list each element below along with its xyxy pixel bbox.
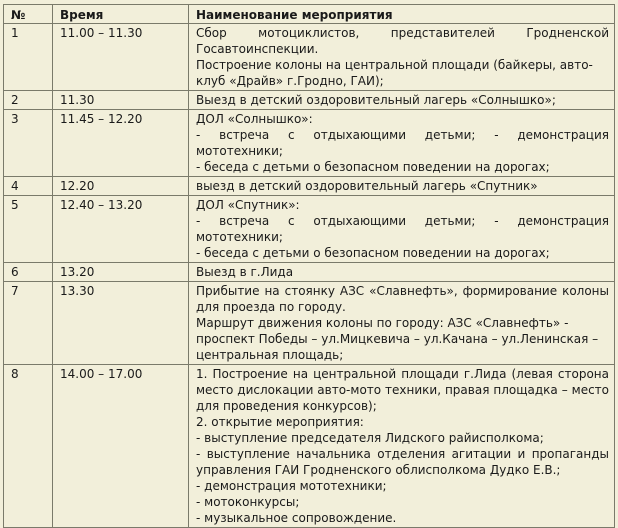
description-line: - мотоконкурсы;	[196, 495, 300, 509]
description-line: Построение колоны на центральной площади (байкеры, авто-клуб «Драйв» г.Гродно, ГАИ);	[196, 58, 593, 88]
row-event-description	[189, 24, 615, 91]
description-line: - демонстрация мототехники;	[196, 479, 387, 493]
table-row	[4, 282, 615, 365]
row-time: 14.00 – 17.00	[53, 365, 189, 528]
header-event-name: Наименование мероприятия	[189, 5, 615, 24]
row-event-description	[189, 282, 615, 365]
row-event-description	[189, 196, 615, 263]
row-time: 11.45 – 12.20	[53, 110, 189, 177]
table-header-row	[4, 5, 615, 24]
row-time: 13.20	[53, 263, 189, 282]
description-line: ДОЛ «Солнышко»:	[196, 112, 313, 126]
row-number: 6	[4, 263, 53, 282]
description-line: - встреча с отдыхающими детьми; - демонстрация мототехники;	[196, 214, 609, 244]
description-line: - выступление председателя Лидского райисполкома;	[196, 431, 544, 445]
row-number: 7	[4, 282, 53, 365]
row-number: 2	[4, 91, 53, 110]
description-line: 1. Построение на центральной площади г.Лида (левая сторона место дислокации авто-мото техники, правая площадка – место для проведения конкурсов);	[196, 367, 609, 413]
table-row	[4, 110, 615, 177]
table-row	[4, 91, 615, 110]
row-number: 3	[4, 110, 53, 177]
table-row	[4, 24, 615, 91]
row-event-description	[189, 110, 615, 177]
description-line: Выезд в г.Лида	[196, 265, 294, 279]
row-number: 1	[4, 24, 53, 91]
description-line: выезд в детский оздоровительный лагерь «Спутник»	[196, 179, 538, 193]
description-line: - беседа с детьми о безопасном поведении на дорогах;	[196, 160, 550, 174]
row-number: 8	[4, 365, 53, 528]
header-number: №	[4, 5, 53, 24]
description-line: Прибытие на стоянку АЗС «Славнефть», формирование колоны для проезда по городу.	[196, 284, 609, 314]
row-event-description	[189, 91, 615, 110]
description-line: - выступление начальника отделения агитации и пропаганды управления ГАИ Гродненского облисполкома Дудко Е.В.;	[196, 447, 609, 477]
row-time: 12.20	[53, 177, 189, 196]
description-line: 2. открытие мероприятия:	[196, 415, 364, 429]
row-time: 11.00 – 11.30	[53, 24, 189, 91]
row-event-description	[189, 365, 615, 528]
schedule-table-container	[3, 4, 614, 528]
description-line: - музыкальное сопровождение.	[196, 511, 397, 525]
row-event-description	[189, 263, 615, 282]
table-row	[4, 263, 615, 282]
row-number: 4	[4, 177, 53, 196]
description-line: - беседа с детьми о безопасном поведении на дорогах;	[196, 246, 550, 260]
table-body	[4, 24, 615, 528]
row-time: 13.30	[53, 282, 189, 365]
description-line: Выезд в детский оздоровительный лагерь «Солнышко»;	[196, 93, 556, 107]
header-time: Время	[53, 5, 189, 24]
description-line: Сбор мотоциклистов, представителей Гродненской Госавтоинспекции.	[196, 26, 609, 56]
description-line: - встреча с отдыхающими детьми; - демонстрация мототехники;	[196, 128, 609, 158]
table-row	[4, 177, 615, 196]
row-number: 5	[4, 196, 53, 263]
row-event-description	[189, 177, 615, 196]
description-line: ДОЛ «Спутник»:	[196, 198, 300, 212]
table-row	[4, 196, 615, 263]
event-schedule-table	[3, 4, 615, 528]
row-time: 11.30	[53, 91, 189, 110]
table-row	[4, 365, 615, 528]
description-line: Маршрут движения колоны по городу: АЗС «Славнефть» - проспект Победы – ул.Мицкевича – ул.Качана – ул.Ленинская – центральная площадь;	[196, 316, 599, 362]
row-time: 12.40 – 13.20	[53, 196, 189, 263]
